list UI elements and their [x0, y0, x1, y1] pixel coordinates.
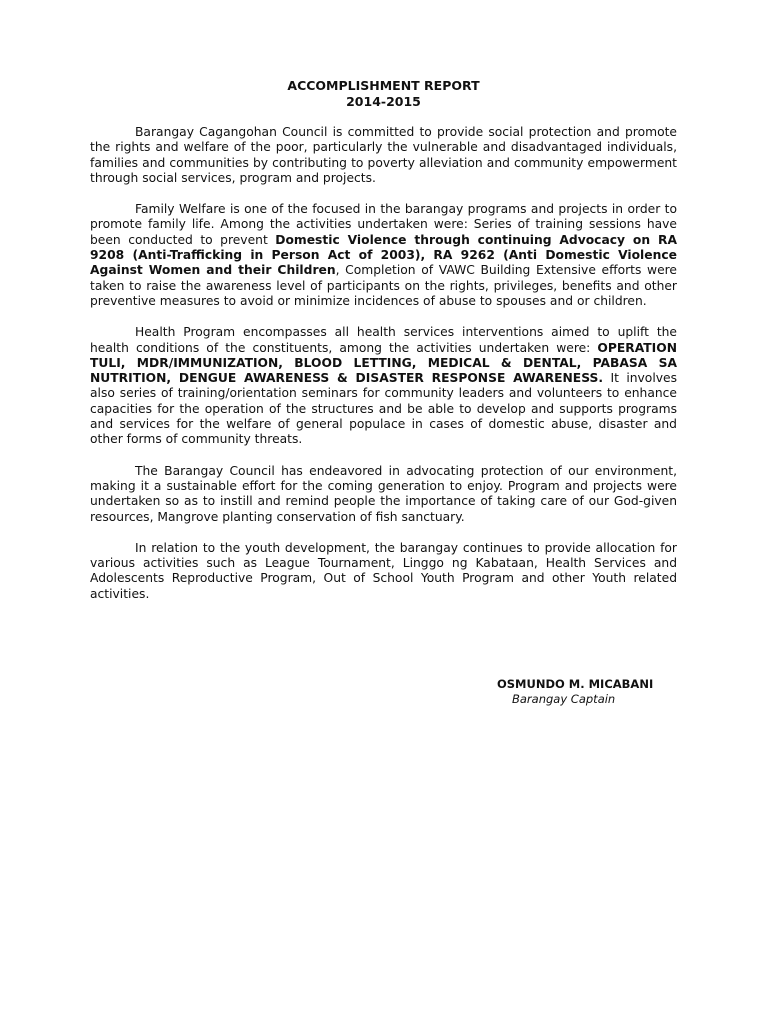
health-program-activities: OPERATION TULI, MDR/IMMUNIZATION, BLOOD LETTING, MEDICAL & DENTAL, PABASA SA NUTRITION, DENGUE AWARENESS & DISASTER RESPONSE AWARENESS. [90, 340, 677, 386]
signatory-name: OSMUNDO M. MICABANI [497, 677, 654, 691]
signature-block [497, 677, 653, 707]
report-period: 2014-2015 [346, 94, 421, 109]
report-body [90, 78, 677, 618]
paragraph-health-program [90, 325, 677, 447]
health-program-intro: Health Program encompasses all health services interventions aimed to uplift the health conditions of the constituents, among the activities undertaken were: [90, 325, 677, 355]
paragraph-social-protection: Barangay Cagangohan Council is committed to provide social protection and promote the rights and welfare of the poor, particularly the vulnerable and disadvantaged individuals, families and communities by contributing to poverty alleviation and community empowerment through social services, program and projects. [90, 125, 677, 185]
paragraph-family-welfare [90, 202, 677, 309]
paragraph-youth-development: In relation to the youth development, the barangay continues to provide allocation for various activities such as League Tournament, Linggo ng Kabataan, Health Services and Adolescents Reproductive Program, Out of School Youth Program and other Youth related activities. [90, 540, 677, 601]
paragraph-environment: The Barangay Council has endeavored in advocating protection of our environment, making it a sustainable effort for the coming generation to enjoy. Program and projects were undertaken so as to instill and remind people the importance of taking care of our God-given resources, Mangrove planting conservation of fish sanctuary. [90, 463, 677, 524]
report-title: ACCOMPLISHMENT REPORT [287, 78, 480, 93]
health-program-rest: It involves also series of training/orientation seminars for community leaders and volunteers to enhance capacities for the operation of the structures and be able to develop and supports programs and services for the welfare of general populace in cases of domestic abuse, disaster and other forms of community threats. [90, 371, 677, 447]
family-welfare-emphasis: Domestic Violence through continuing Advocacy on RA 9208 (Anti-Trafficking in Person Act of 2003), RA 9262 (Anti Domestic Violence Against Women and their Children [90, 232, 677, 278]
family-welfare-rest: , Completion of VAWC Building Extensive efforts were taken to raise the awareness level of participants on the rights, privileges, benefits and other preventive measures to avoid or minimize incidences of abuse to spouses and or children. [90, 263, 677, 308]
signatory-role: Barangay Captain [512, 692, 616, 706]
title-block [90, 78, 677, 110]
family-welfare-intro: Family Welfare is one of the focused in the barangay programs and projects in order to promote family life. Among the activities undertaken were: Series of training sessions have been conducted to prevent [90, 202, 677, 247]
